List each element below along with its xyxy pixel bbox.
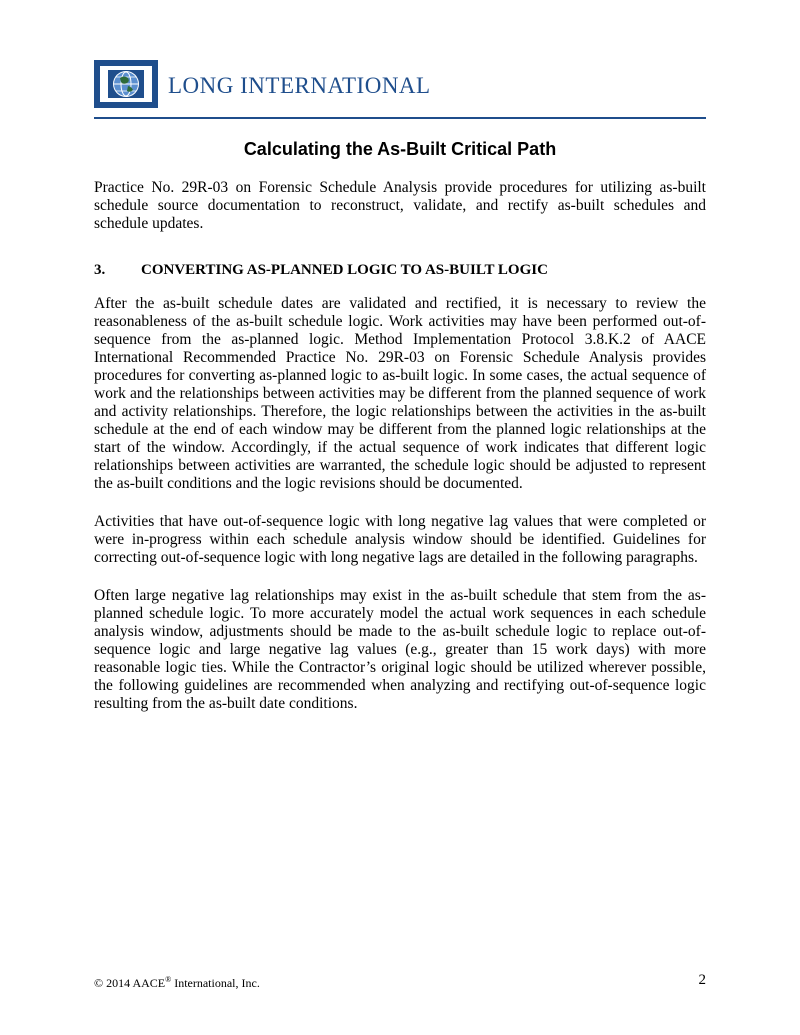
footer-copyright: [94, 975, 260, 991]
section-title: CONVERTING AS-PLANNED LOGIC TO AS-BUILT LOGIC: [141, 262, 548, 278]
page-header: [94, 60, 706, 120]
section-heading: [94, 261, 706, 279]
globe-monogram-logo: [94, 60, 158, 108]
copyright-org: International, Inc.: [171, 976, 260, 990]
registered-mark: ®: [165, 975, 172, 984]
body-paragraph: After the as-built schedule dates are validated and rectified, it is necessary to review the reasonableness of the as-built schedule logic. Work activities may have been performed out-of-sequence from the as-planned logic. Method Implementation Protocol 3.8.K.2 of AACE International Recommended Practice No. 29R-03 on Forensic Schedule Analysis provides procedures for converting as-planned logic to as-built logic. In some cases, the actual sequence of work and the relationships between activities may be different from the planned sequence of work and activity relationships. Therefore, the logic relationships between the activities in the as-built schedule at the end of each window may be different from the planned logic relationships at the start of the window. Accordingly, if the actual sequence of work indicates that different logic relationships between activities are warranted, the schedule logic should be adjusted to represent the as-built conditions and the logic revisions should be documented.: [94, 295, 706, 492]
copyright-text: © 2014 AACE: [94, 976, 166, 990]
header-divider: [94, 117, 706, 119]
section-number: 3.: [94, 262, 106, 278]
document-title: Calculating the As-Built Critical Path: [243, 139, 557, 159]
document-body: [94, 179, 706, 733]
intro-paragraph: Practice No. 29R-03 on Forensic Schedule Analysis provide procedures for utilizing as-built schedule source documentation to reconstruct, validate, and rectify as-built schedules and schedule updates.: [94, 179, 706, 232]
page-number: 2: [698, 972, 706, 988]
body-paragraph: Activities that have out-of-sequence logic with long negative lag values that were completed or were in-progress within each schedule analysis window should be identified. Guidelines for correcting out-of-sequence logic with long negative lags are detailed in the following paragraphs.: [94, 513, 706, 566]
company-name: LONG INTERNATIONAL: [168, 73, 431, 98]
body-paragraph: Often large negative lag relationships may exist in the as-built schedule that stem from the as-planned schedule logic. To more accurately model the actual work sequences in each schedule analysis window, adjustments should be made to the as-built schedule logic to replace out-of-sequence logic and large negative lag values (e.g., greater than 15 work days) with more reasonable logic ties. While the Contractor’s original logic should be utilized wherever possible, the following guidelines are recommended when analyzing and rectifying out-of-sequence logic resulting from the as-built date conditions.: [94, 587, 706, 712]
